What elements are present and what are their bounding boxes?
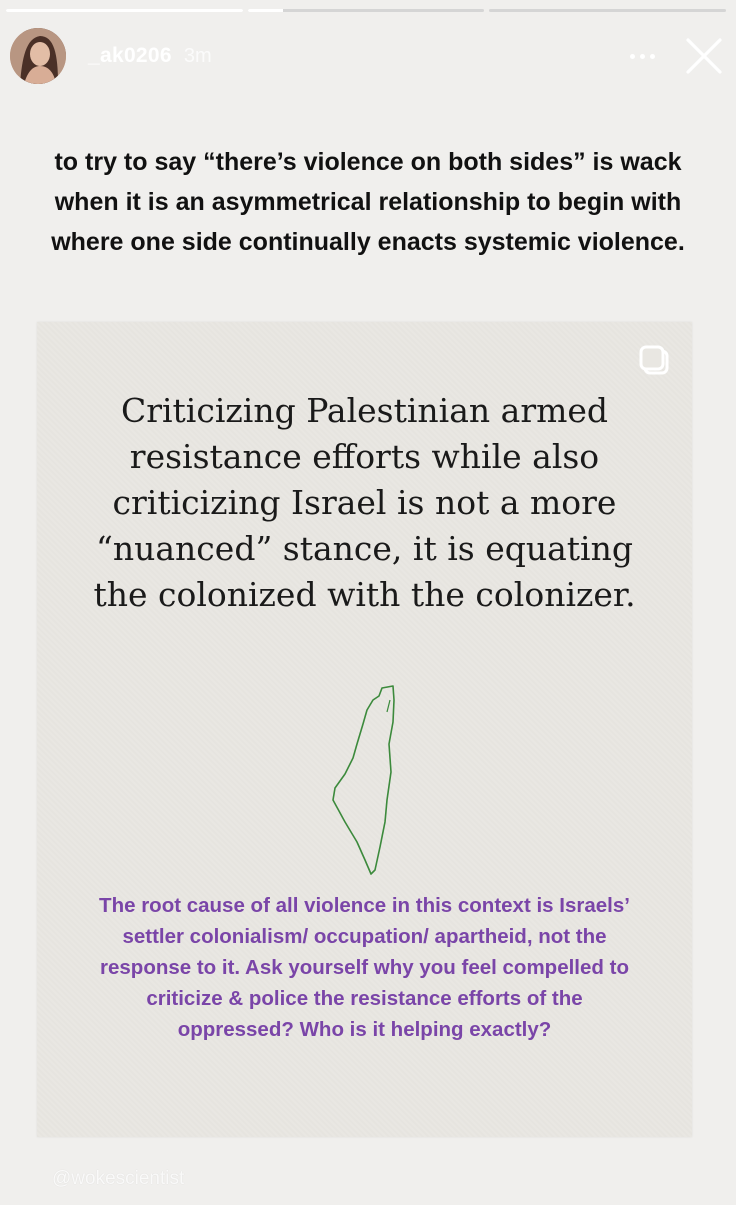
palestine-map-icon (327, 682, 407, 877)
close-icon[interactable] (682, 34, 726, 78)
post-body-text: The root cause of all violence in this context is Israels’ settler colonialism/ occupation/ apartheid, not the response to it. Ask yourself why you feel compelled to criticize & police the resistance efforts of the oppressed? Who is it helping exactly? (99, 894, 630, 1041)
story-header (10, 28, 726, 84)
timestamp: 3m (183, 44, 212, 67)
avatar[interactable] (10, 28, 66, 84)
username[interactable]: _ak0206 (88, 44, 172, 67)
carousel-icon (636, 342, 672, 378)
post-credit[interactable]: @wokescientist (52, 1168, 185, 1189)
progress-segment-3 (489, 9, 726, 12)
post-quote: Criticizing Palestinian armed resistance efforts while also criticizing Israel is not a more “nuanced” stance, it is equating the colonized with the colonizer. (93, 391, 636, 614)
progress-segment-2 (248, 9, 485, 12)
shared-post-card[interactable] (37, 322, 692, 1137)
more-options-icon[interactable] (622, 36, 662, 76)
story-caption: to try to say “there’s violence on both sides” is wack when it is an asymmetrical relationship to begin with where one side continually enacts systemic violence. (51, 148, 685, 256)
story-progress-bar (6, 9, 726, 13)
progress-segment-1 (6, 9, 243, 12)
